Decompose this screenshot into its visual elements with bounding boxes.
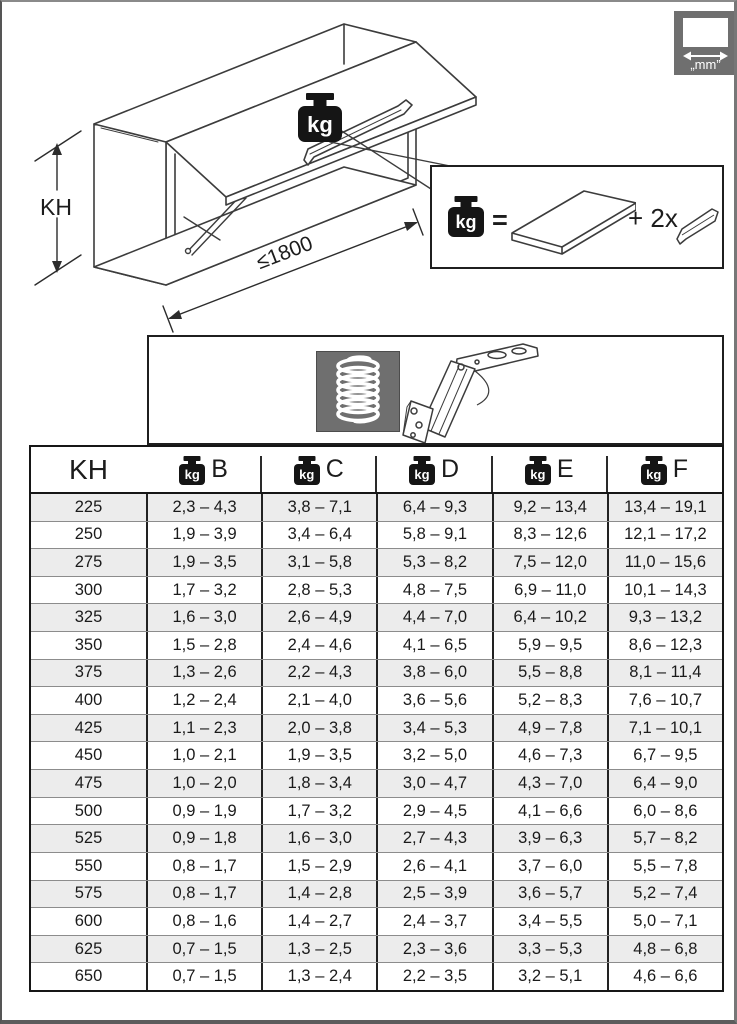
cell-d: 5,3 – 8,2 xyxy=(376,549,491,576)
cell-e: 3,6 – 5,7 xyxy=(492,881,607,908)
cell-e: 4,3 – 7,0 xyxy=(492,770,607,797)
cell-e: 4,6 – 7,3 xyxy=(492,742,607,769)
column-letter: B xyxy=(211,455,228,483)
cell-b: 0,7 – 1,5 xyxy=(146,936,261,963)
cell-c: 1,6 – 3,0 xyxy=(261,825,376,852)
cell-c: 3,4 – 6,4 xyxy=(261,522,376,549)
column-letter: E xyxy=(556,455,574,483)
kg-icon-label: kg xyxy=(307,112,333,137)
cell-f: 4,8 – 6,8 xyxy=(607,936,722,963)
cell-f: 6,0 – 8,6 xyxy=(607,798,722,825)
cell-kh: 575 xyxy=(74,884,103,903)
cell-b: 0,8 – 1,6 xyxy=(146,908,261,935)
table-row xyxy=(31,852,722,880)
cell-b: 1,7 – 3,2 xyxy=(146,577,261,604)
cell-e: 3,2 – 5,1 xyxy=(492,963,607,990)
cell-c: 1,3 – 2,5 xyxy=(261,936,376,963)
cell-b: 2,3 – 4,3 xyxy=(146,494,261,521)
cell-b: 1,0 – 2,1 xyxy=(146,742,261,769)
table-row xyxy=(31,494,722,521)
table-row xyxy=(31,686,722,714)
cell-f: 5,0 – 7,1 xyxy=(607,908,722,935)
cell-e: 4,1 – 6,6 xyxy=(492,798,607,825)
cell-kh: 325 xyxy=(74,608,103,627)
cell-b: 0,9 – 1,8 xyxy=(146,825,261,852)
cell-c: 1,9 – 3,5 xyxy=(261,742,376,769)
cell-c: 1,4 – 2,8 xyxy=(261,881,376,908)
cell-d: 3,6 – 5,6 xyxy=(376,687,491,714)
table-row xyxy=(31,935,722,963)
cell-c: 3,8 – 7,1 xyxy=(261,494,376,521)
flap-stay-drawing xyxy=(401,339,543,443)
equation-box xyxy=(430,165,724,269)
table-row xyxy=(31,659,722,687)
cell-d: 2,7 – 4,3 xyxy=(376,825,491,852)
plus-2x-label: + 2x xyxy=(628,203,678,233)
table-row xyxy=(31,907,722,935)
cell-f: 8,1 – 11,4 xyxy=(607,660,722,687)
cell-d: 4,1 – 6,5 xyxy=(376,632,491,659)
table-row xyxy=(31,548,722,576)
door-panel-drawing xyxy=(506,183,636,259)
spring-icon-tile xyxy=(316,351,400,432)
cell-d: 6,4 – 9,3 xyxy=(376,494,491,521)
kg-weight-icon xyxy=(298,106,342,142)
coil-spring-icon xyxy=(317,352,399,431)
column-letter: F xyxy=(672,455,689,483)
cell-b: 0,8 – 1,7 xyxy=(146,881,261,908)
table-header-col-f xyxy=(607,447,722,492)
kg-weight-icon xyxy=(294,464,320,485)
cabinet-height-label: KH xyxy=(40,194,72,220)
cell-b: 0,7 – 1,5 xyxy=(146,963,261,990)
cell-c: 1,5 – 2,9 xyxy=(261,853,376,880)
cell-e: 4,9 – 7,8 xyxy=(492,715,607,742)
cell-b: 1,0 – 2,0 xyxy=(146,770,261,797)
kg-weight-icon xyxy=(409,464,435,485)
cell-d: 2,3 – 3,6 xyxy=(376,936,491,963)
kg-icon-label: kg xyxy=(184,466,200,482)
table-row xyxy=(31,769,722,797)
cell-f: 5,7 – 8,2 xyxy=(607,825,722,852)
cell-d: 3,2 – 5,0 xyxy=(376,742,491,769)
cell-f: 5,5 – 7,8 xyxy=(607,853,722,880)
cell-f: 6,4 – 9,0 xyxy=(607,770,722,797)
load-capacity-table xyxy=(29,445,724,992)
cell-c: 1,3 – 2,4 xyxy=(261,963,376,990)
cell-f: 11,0 – 15,6 xyxy=(607,549,722,576)
cell-c: 1,8 – 3,4 xyxy=(261,770,376,797)
kg-icon-label: kg xyxy=(646,466,662,482)
cell-e: 6,4 – 10,2 xyxy=(492,604,607,631)
cell-f: 12,1 – 17,2 xyxy=(607,522,722,549)
cell-c: 1,7 – 3,2 xyxy=(261,798,376,825)
cell-kh: 450 xyxy=(74,746,103,765)
cell-kh: 350 xyxy=(74,635,103,654)
table-row xyxy=(31,576,722,604)
cell-c: 2,4 – 4,6 xyxy=(261,632,376,659)
cell-d: 3,8 – 6,0 xyxy=(376,660,491,687)
table-header-col-d xyxy=(376,447,491,492)
cell-kh: 400 xyxy=(74,691,103,710)
table-body xyxy=(31,494,722,990)
cell-kh: 550 xyxy=(74,856,103,875)
cell-f: 6,7 – 9,5 xyxy=(607,742,722,769)
cell-d: 4,4 – 7,0 xyxy=(376,604,491,631)
cell-b: 1,2 – 2,4 xyxy=(146,687,261,714)
cell-d: 2,6 – 4,1 xyxy=(376,853,491,880)
cell-f: 7,1 – 10,1 xyxy=(607,715,722,742)
cell-d: 3,4 – 5,3 xyxy=(376,715,491,742)
cell-b: 1,5 – 2,8 xyxy=(146,632,261,659)
hardware-box xyxy=(147,335,724,445)
cell-kh: 475 xyxy=(74,773,103,792)
cell-kh: 625 xyxy=(74,939,103,958)
cell-f: 9,3 – 13,2 xyxy=(607,604,722,631)
table-row xyxy=(31,631,722,659)
cell-d: 2,4 – 3,7 xyxy=(376,908,491,935)
cell-kh: 275 xyxy=(74,553,103,572)
kg-icon-label: kg xyxy=(414,466,430,482)
cell-c: 2,8 – 5,3 xyxy=(261,577,376,604)
cell-e: 3,3 – 5,3 xyxy=(492,936,607,963)
unit-label: „mm” xyxy=(690,57,721,72)
cell-f: 10,1 – 14,3 xyxy=(607,577,722,604)
cell-b: 1,3 – 2,6 xyxy=(146,660,261,687)
column-letter: C xyxy=(325,455,344,483)
kg-weight-icon xyxy=(448,207,484,237)
cell-b: 1,9 – 3,9 xyxy=(146,522,261,549)
unit-rect-icon xyxy=(683,18,728,47)
cell-f: 8,6 – 12,3 xyxy=(607,632,722,659)
table-row xyxy=(31,797,722,825)
cell-e: 7,5 – 12,0 xyxy=(492,549,607,576)
cell-f: 4,6 – 6,6 xyxy=(607,963,722,990)
cell-d: 3,0 – 4,7 xyxy=(376,770,491,797)
equals-sign: = xyxy=(492,205,508,235)
cell-c: 2,1 – 4,0 xyxy=(261,687,376,714)
cell-e: 6,9 – 11,0 xyxy=(492,577,607,604)
cell-d: 2,9 – 4,5 xyxy=(376,798,491,825)
kg-icon-label: kg xyxy=(530,466,546,482)
cell-e: 3,7 – 6,0 xyxy=(492,853,607,880)
table-header-col-c xyxy=(261,447,376,492)
table-row xyxy=(31,521,722,549)
table-row xyxy=(31,603,722,631)
cell-d: 2,2 – 3,5 xyxy=(376,963,491,990)
cell-kh: 600 xyxy=(74,911,103,930)
cell-b: 1,6 – 3,0 xyxy=(146,604,261,631)
cell-kh: 425 xyxy=(74,718,103,737)
cell-b: 1,9 – 3,5 xyxy=(146,549,261,576)
cell-d: 2,5 – 3,9 xyxy=(376,881,491,908)
table-header-row xyxy=(31,447,722,494)
cell-c: 2,0 – 3,8 xyxy=(261,715,376,742)
kg-weight-icon xyxy=(179,464,205,485)
cell-e: 8,3 – 12,6 xyxy=(492,522,607,549)
cell-kh: 650 xyxy=(74,967,103,986)
cell-d: 4,8 – 7,5 xyxy=(376,577,491,604)
cell-b: 0,9 – 1,9 xyxy=(146,798,261,825)
cell-e: 3,4 – 5,5 xyxy=(492,908,607,935)
table-row xyxy=(31,741,722,769)
table-row xyxy=(31,880,722,908)
table-row xyxy=(31,714,722,742)
cell-kh: 525 xyxy=(74,829,103,848)
cell-c: 2,2 – 4,3 xyxy=(261,660,376,687)
cell-e: 5,5 – 8,8 xyxy=(492,660,607,687)
table-header-kh: KH xyxy=(69,453,108,485)
kg-weight-icon xyxy=(641,464,667,485)
cell-kh: 500 xyxy=(74,801,103,820)
unit-badge xyxy=(674,11,737,75)
cell-c: 2,6 – 4,9 xyxy=(261,604,376,631)
kg-icon-label: kg xyxy=(299,466,315,482)
cell-e: 5,2 – 8,3 xyxy=(492,687,607,714)
max-width-label: ≤1800 xyxy=(253,231,316,275)
table-row xyxy=(31,824,722,852)
cell-d: 5,8 – 9,1 xyxy=(376,522,491,549)
cell-e: 3,9 – 6,3 xyxy=(492,825,607,852)
kg-weight-icon xyxy=(525,464,551,485)
cell-c: 1,4 – 2,7 xyxy=(261,908,376,935)
cell-kh: 300 xyxy=(74,580,103,599)
table-header-col-e xyxy=(492,447,607,492)
table-header-col-b xyxy=(146,447,261,492)
cell-f: 7,6 – 10,7 xyxy=(607,687,722,714)
table-row xyxy=(31,962,722,990)
cell-b: 1,1 – 2,3 xyxy=(146,715,261,742)
cell-e: 5,9 – 9,5 xyxy=(492,632,607,659)
cell-kh: 375 xyxy=(74,663,103,682)
cell-kh: 250 xyxy=(74,525,103,544)
cell-f: 5,2 – 7,4 xyxy=(607,881,722,908)
cell-b: 0,8 – 1,7 xyxy=(146,853,261,880)
cell-e: 9,2 – 13,4 xyxy=(492,494,607,521)
cell-kh: 225 xyxy=(74,497,103,516)
cell-c: 3,1 – 5,8 xyxy=(261,549,376,576)
kg-icon-label: kg xyxy=(455,212,477,232)
handle-drawing xyxy=(674,199,722,245)
column-letter: D xyxy=(440,455,460,483)
cell-f: 13,4 – 19,1 xyxy=(607,494,722,521)
